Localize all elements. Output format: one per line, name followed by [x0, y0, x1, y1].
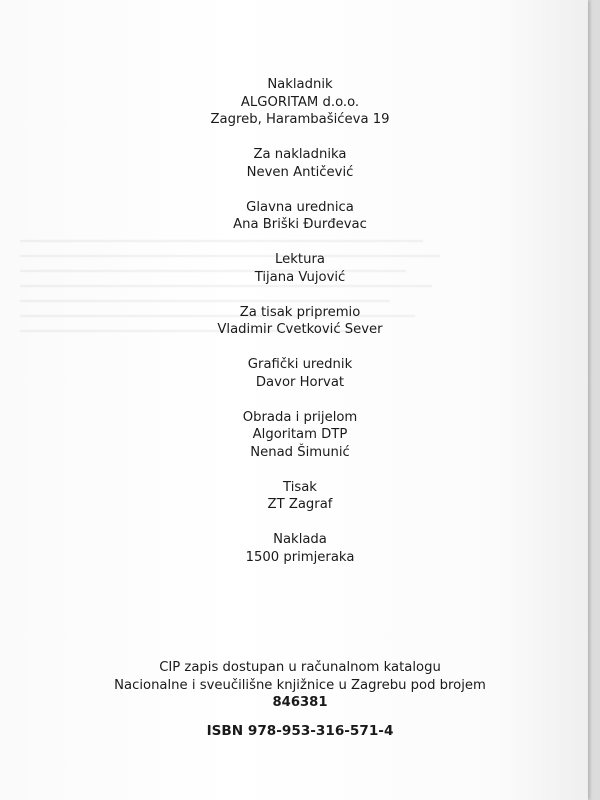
credit-label: Glavna urednica [246, 199, 354, 215]
credit-label: Naklada [273, 532, 327, 547]
imprint-credits [0, 76, 588, 566]
credit-label: Za nakladnika [253, 147, 347, 162]
credit-proofreading [0, 251, 588, 286]
credit-label: Grafički urednik [247, 357, 353, 372]
credit-label: Lektura [275, 252, 325, 267]
credit-editor-in-chief [0, 199, 588, 234]
credit-for-publisher [0, 146, 588, 181]
credit-value: ZT Zagraf [267, 497, 333, 512]
cip-line-1: CIP zapis dostupan u računalnom katalogu [159, 660, 441, 675]
credit-value: Tijana Vujović [254, 269, 346, 285]
credit-value: ALGORITAM d.o.o. [240, 94, 360, 110]
credit-publisher [0, 76, 588, 129]
credit-value: Vladimir Cvetković Sever [217, 322, 383, 337]
credit-print-run [0, 531, 588, 566]
cip-block [0, 659, 588, 740]
credit-graphic-editor [0, 356, 588, 391]
cip-number: 846381 [272, 695, 328, 710]
credit-label: Nakladnik [267, 77, 333, 92]
credit-value: Nenad Šimunić [250, 444, 350, 460]
credit-value: Algoritam DTP [252, 427, 348, 442]
credit-printing [0, 479, 588, 514]
credit-layout [0, 409, 588, 462]
credit-label: Obrada i prijelom [242, 409, 358, 425]
isbn: ISBN 978-953-316-571-4 [206, 722, 394, 739]
credit-value: Ana Briški Đurđevac [233, 217, 367, 232]
credit-label: Tisak [283, 479, 317, 495]
credit-value: 1500 primjeraka [245, 549, 355, 565]
credit-label: Za tisak pripremio [239, 304, 361, 320]
credit-value: Zagreb, Harambašićeva 19 [210, 112, 390, 127]
credit-value: Davor Horvat [255, 374, 345, 390]
credit-value: Neven Antičević [246, 164, 354, 180]
cip-line-2: Nacionalne i sveučilišne knjižnice u Zagrebu pod brojem [114, 677, 486, 693]
credit-prepress [0, 304, 588, 339]
